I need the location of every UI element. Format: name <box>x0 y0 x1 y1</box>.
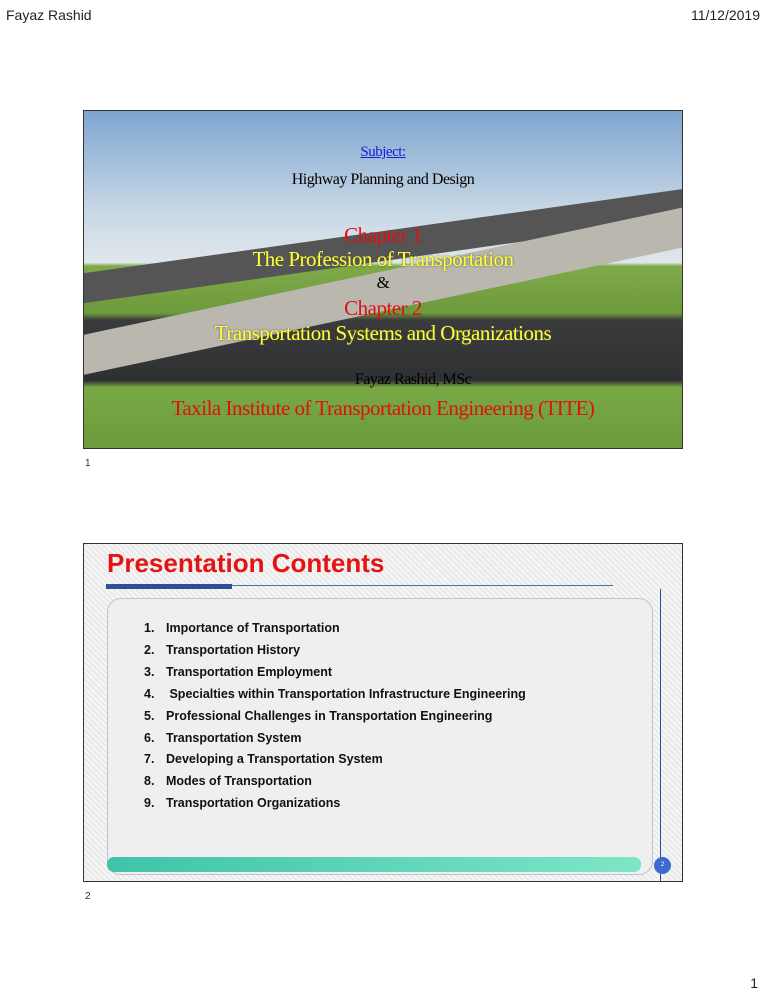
item-number: 8. <box>144 774 155 789</box>
title-rule <box>232 585 613 586</box>
slide-number-2: 2 <box>85 891 91 902</box>
item-text: Importance of Transportation <box>166 621 340 635</box>
page-number: 1 <box>750 975 758 991</box>
chapter1-title: The Profession of Transportation <box>252 247 514 271</box>
item-number: 2. <box>144 642 155 657</box>
item-number: 9. <box>144 796 155 811</box>
item-number: 4. <box>144 686 155 701</box>
item-number: 7. <box>144 752 155 767</box>
header-date: 11/12/2019 <box>690 7 760 23</box>
item-text: Developing a Transportation System <box>166 752 383 767</box>
contents-list-item <box>144 621 340 635</box>
slide-1-title <box>83 110 683 449</box>
contents-list-item <box>144 796 340 810</box>
slide-number-1: 1 <box>85 458 91 469</box>
contents-list-item <box>144 709 492 723</box>
contents-list-item <box>144 731 301 745</box>
footer-bar <box>107 857 641 872</box>
author: Fayaz Rashid, MSc <box>354 371 472 388</box>
item-text: Professional Challenges in Transportation Engineering <box>166 708 493 723</box>
chapter2-title: Transportation Systems and Organizations <box>214 321 552 345</box>
title-underline-bar <box>106 584 232 589</box>
chapter1: Chapter 1 <box>344 223 422 247</box>
item-number: 1. <box>144 621 155 635</box>
header-author: Fayaz Rashid <box>6 7 92 23</box>
item-text: Transportation History <box>166 642 301 657</box>
item-number: 6. <box>144 730 155 745</box>
subject: Highway Planning and Design <box>291 171 475 188</box>
contents-list-item <box>144 643 300 657</box>
contents-list-item <box>144 774 312 788</box>
contents-list-item <box>144 752 383 766</box>
slide-badge: 2 <box>654 857 671 874</box>
item-text: Transportation System <box>166 730 302 745</box>
item-text: Transportation Organizations <box>166 796 341 811</box>
item-text: Specialties within Transportation Infrastructure Engineering <box>166 686 526 701</box>
contents-title: Presentation Contents <box>107 548 385 578</box>
item-number: 3. <box>144 664 155 679</box>
subject-label: Subject: <box>360 144 406 160</box>
slide-2-contents <box>83 543 683 882</box>
chapter2: Chapter 2 <box>344 296 422 320</box>
contents-list-item <box>144 687 526 701</box>
contents-box <box>107 598 653 875</box>
item-text: Modes of Transportation <box>166 774 312 789</box>
contents-list-item <box>144 665 332 679</box>
ampersand: & <box>376 273 390 292</box>
institute: Taxila Institute of Transportation Engineering (TITE) <box>171 396 595 420</box>
item-number: 5. <box>144 708 155 723</box>
item-text: Transportation Employment <box>166 664 332 679</box>
side-rule <box>660 589 661 882</box>
